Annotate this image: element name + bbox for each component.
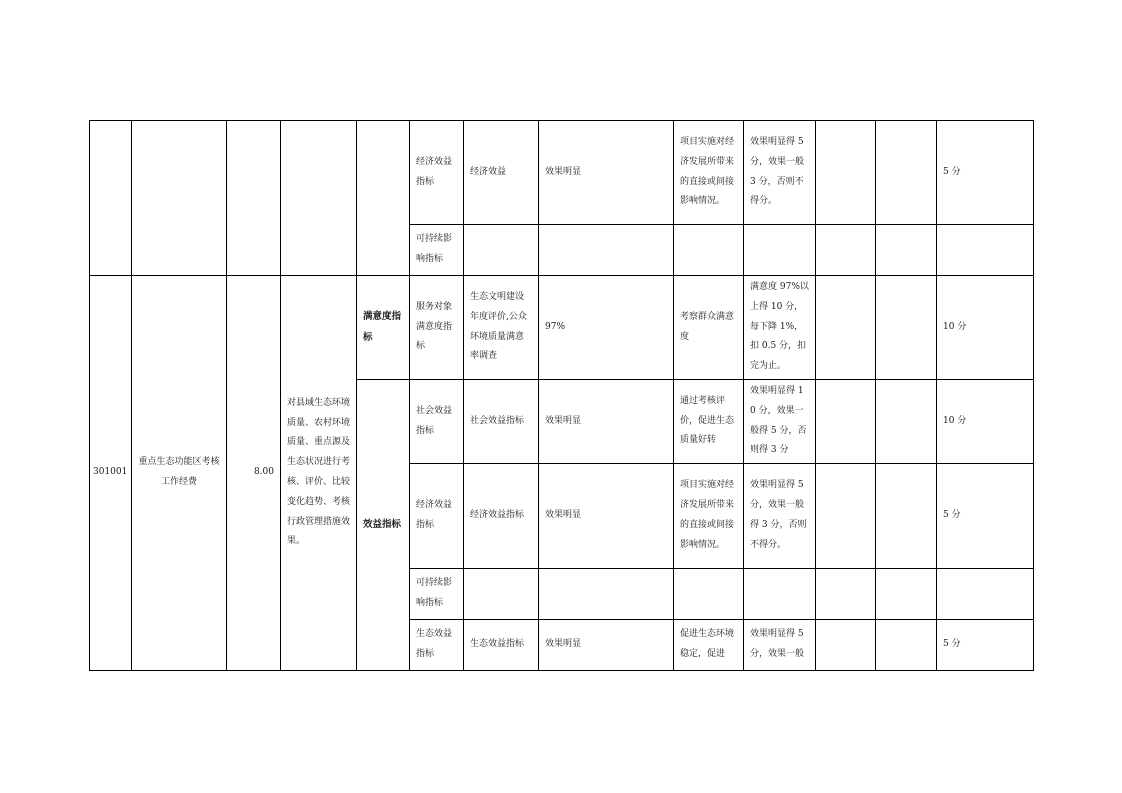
scoring-cell: 效果明显得 5 分，效果一般得 3 分，否则不得分。: [744, 464, 816, 569]
empty-cell: [816, 620, 876, 671]
empty-cell: [876, 380, 937, 464]
scoring-cell: 效果明显得 5 分，效果一般: [744, 620, 816, 671]
empty-cell: [132, 121, 227, 276]
category-cell: 满意度指标: [357, 276, 410, 380]
score-cell: 10 分: [937, 276, 1034, 380]
empty-cell: [816, 380, 876, 464]
description-cell: 项目实施对经济发展所带来的直接或间接影响情况。: [674, 464, 744, 569]
empty-cell: [876, 569, 937, 620]
empty-cell: [816, 121, 876, 225]
score-cell: [937, 569, 1034, 620]
target-cell: 效果明显: [539, 121, 674, 225]
target-cell: [539, 225, 674, 276]
description-cell: 项目实施对经济发展所带来的直接或间接影响情况。: [674, 121, 744, 225]
description-cell: 考察群众满意度: [674, 276, 744, 380]
indicator-cell: 可持续影响指标: [410, 569, 464, 620]
target-cell: 效果明显: [539, 620, 674, 671]
empty-cell: [816, 569, 876, 620]
detail-cell: [464, 225, 539, 276]
indicator-cell: 经济效益指标: [410, 121, 464, 225]
indicator-cell: 社会效益指标: [410, 380, 464, 464]
empty-cell: [816, 225, 876, 276]
empty-cell: [816, 464, 876, 569]
empty-cell: [90, 121, 132, 276]
empty-cell: [876, 276, 937, 380]
score-cell: 10 分: [937, 380, 1034, 464]
indicator-cell: 服务对象满意度指标: [410, 276, 464, 380]
table-row: [90, 121, 1034, 225]
empty-cell: [876, 225, 937, 276]
detail-cell: 社会效益指标: [464, 380, 539, 464]
target-cell: 效果明显: [539, 464, 674, 569]
project-objective-cell: 对县域生态环境质量、农村环境质量、重点源及生态状况进行考核、评价、比较变化趋势、考核行政管理措施效果。: [281, 276, 357, 671]
empty-cell: [227, 121, 281, 276]
detail-cell: [464, 569, 539, 620]
empty-cell: [876, 121, 937, 225]
score-cell: 5 分: [937, 464, 1034, 569]
empty-cell: [876, 620, 937, 671]
empty-cell: [816, 276, 876, 380]
description-cell: 通过考核评价，促进生态质量好转: [674, 380, 744, 464]
project-name-cell: 重点生态功能区考核工作经费: [132, 276, 227, 671]
indicator-cell: 生态效益指标: [410, 620, 464, 671]
target-cell: [539, 569, 674, 620]
indicator-cell: 可持续影响指标: [410, 225, 464, 276]
scoring-cell: [744, 225, 816, 276]
score-cell: 5 分: [937, 620, 1034, 671]
table-row: [90, 276, 1034, 380]
score-cell: 5 分: [937, 121, 1034, 225]
empty-cell: [281, 121, 357, 276]
description-cell: [674, 225, 744, 276]
scoring-cell: 效果明显得 10 分，效果一般得 5 分，否则得 3 分: [744, 380, 816, 464]
detail-cell: 经济效益: [464, 121, 539, 225]
detail-cell: 生态文明建设年度评价,公众环境质量满意率调查: [464, 276, 539, 380]
scoring-cell: 效果明显得 5 分，效果一般 3 分，否则不得分。: [744, 121, 816, 225]
scoring-cell: 满意度 97%以上得 10 分，每下降 1%，扣 0.5 分，扣完为止。: [744, 276, 816, 380]
project-code-cell: 301001: [90, 276, 132, 671]
category-cell: 效益指标: [357, 380, 410, 671]
description-cell: [674, 569, 744, 620]
description-cell: 促进生态环境稳定，促进: [674, 620, 744, 671]
empty-cell: [357, 121, 410, 276]
score-cell: [937, 225, 1034, 276]
empty-cell: [876, 464, 937, 569]
scoring-cell: [744, 569, 816, 620]
performance-table: [89, 120, 1034, 671]
detail-cell: 经济效益指标: [464, 464, 539, 569]
project-amount-cell: 8.00: [227, 276, 281, 671]
detail-cell: 生态效益指标: [464, 620, 539, 671]
indicator-cell: 经济效益指标: [410, 464, 464, 569]
target-cell: 效果明显: [539, 380, 674, 464]
target-cell: 97%: [539, 276, 674, 380]
